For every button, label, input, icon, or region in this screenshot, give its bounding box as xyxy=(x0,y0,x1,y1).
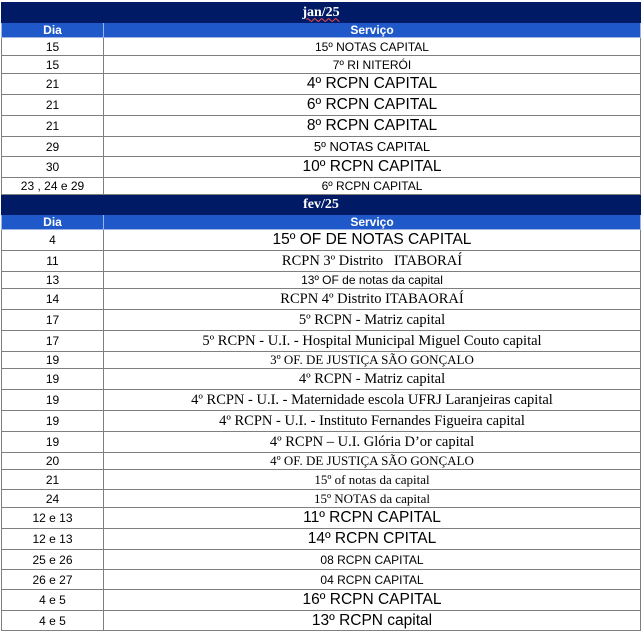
table-row xyxy=(2,529,641,550)
cell-servico: 10º RCPN CAPITAL xyxy=(104,157,641,178)
cell-servico: 6º RCPN CAPITAL xyxy=(104,178,641,195)
table-row xyxy=(2,550,641,570)
cell-dia: 17 xyxy=(2,310,104,331)
schedule-table xyxy=(1,2,641,631)
table-row xyxy=(2,310,641,331)
cell-servico: RCPN 4º Distrito ITABAORAÍ xyxy=(104,289,641,310)
header-servico: Serviço xyxy=(104,23,641,38)
header-servico: Serviço xyxy=(104,215,641,230)
cell-servico: 14º RCPN CPITAL xyxy=(104,529,641,550)
table-row xyxy=(2,251,641,272)
cell-dia: 4 e 5 xyxy=(2,611,104,631)
cell-dia: 29 xyxy=(2,137,104,157)
cell-dia: 4 e 5 xyxy=(2,590,104,611)
cell-servico: 4º RCPN - Matriz capital xyxy=(104,369,641,390)
table-row xyxy=(2,390,641,411)
cell-dia: 11 xyxy=(2,251,104,272)
cell-dia: 14 xyxy=(2,289,104,310)
cell-servico: 15º NOTAS da capital xyxy=(104,490,641,508)
cell-servico: 4º RCPN - U.I. - Maternidade escola UFRJ Laranjeiras capital xyxy=(104,390,641,411)
table-row xyxy=(2,74,641,95)
cell-dia: 19 xyxy=(2,352,104,369)
cell-servico: 15º NOTAS CAPITAL xyxy=(104,38,641,56)
table-row xyxy=(2,590,641,611)
cell-dia: 12 e 13 xyxy=(2,508,104,529)
cell-servico: 16º RCPN CAPITAL xyxy=(104,590,641,611)
cell-servico: 7º RI NITERÓI xyxy=(104,56,641,74)
table-row xyxy=(2,137,641,157)
cell-servico: 8º RCPN CAPITAL xyxy=(104,116,641,137)
column-headers xyxy=(2,215,641,230)
cell-servico: 6º RCPN CAPITAL xyxy=(104,95,641,116)
table-row xyxy=(2,178,641,195)
cell-dia: 21 xyxy=(2,95,104,116)
table-row xyxy=(2,570,641,590)
cell-servico: 04 RCPN CAPITAL xyxy=(104,570,641,590)
table-row xyxy=(2,470,641,490)
cell-dia: 19 xyxy=(2,369,104,390)
cell-servico: 13º RCPN capital xyxy=(104,611,641,631)
cell-servico: RCPN 3º Distrito ITABORAÍ xyxy=(104,251,641,272)
cell-dia: 15 xyxy=(2,38,104,56)
cell-dia: 17 xyxy=(2,331,104,352)
table-row xyxy=(2,230,641,251)
cell-dia: 21 xyxy=(2,74,104,95)
month-header-jan xyxy=(2,3,641,23)
cell-dia: 26 e 27 xyxy=(2,570,104,590)
month-title: jan/25 xyxy=(302,4,340,20)
cell-servico: 5º RCPN - Matriz capital xyxy=(104,310,641,331)
cell-servico: 15º OF DE NOTAS CAPITAL xyxy=(104,230,641,251)
cell-dia: 25 e 26 xyxy=(2,550,104,570)
table-row xyxy=(2,490,641,508)
cell-servico: 3º OF. DE JUSTIÇA SÃO GONÇALO xyxy=(104,352,641,369)
table-row xyxy=(2,289,641,310)
cell-servico: 4º RCPN - U.I. - Instituto Fernandes Figueira capital xyxy=(104,411,641,432)
cell-servico: 4º OF. DE JUSTIÇA SÃO GONÇALO xyxy=(104,453,641,470)
cell-dia: 21 xyxy=(2,470,104,490)
table-row xyxy=(2,331,641,352)
month-header-fev xyxy=(2,195,641,215)
cell-dia: 24 xyxy=(2,490,104,508)
cell-dia: 21 xyxy=(2,116,104,137)
table-row xyxy=(2,38,641,56)
table-row xyxy=(2,432,641,453)
table-row xyxy=(2,95,641,116)
cell-dia: 19 xyxy=(2,432,104,453)
column-headers xyxy=(2,23,641,38)
table-row xyxy=(2,611,641,631)
cell-dia: 30 xyxy=(2,157,104,178)
cell-servico: 5º NOTAS CAPITAL xyxy=(104,137,641,157)
table-row xyxy=(2,56,641,74)
cell-servico: 4º RCPN – U.I. Glória D’or capital xyxy=(104,432,641,453)
cell-dia: 19 xyxy=(2,411,104,432)
table-row xyxy=(2,508,641,529)
table-row xyxy=(2,116,641,137)
table-row xyxy=(2,453,641,470)
cell-dia: 12 e 13 xyxy=(2,529,104,550)
cell-dia: 4 xyxy=(2,230,104,251)
cell-dia: 19 xyxy=(2,390,104,411)
cell-dia: 23 , 24 e 29 xyxy=(2,178,104,195)
cell-dia: 20 xyxy=(2,453,104,470)
cell-servico: 11º RCPN CAPITAL xyxy=(104,508,641,529)
table-row xyxy=(2,352,641,369)
table-row xyxy=(2,272,641,289)
cell-servico: 5º RCPN - U.I. - Hospital Municipal Miguel Couto capital xyxy=(104,331,641,352)
table-row xyxy=(2,157,641,178)
cell-servico: 08 RCPN CAPITAL xyxy=(104,550,641,570)
header-dia: Dia xyxy=(2,215,104,230)
cell-servico: 15º of notas da capital xyxy=(104,470,641,490)
header-dia: Dia xyxy=(2,23,104,38)
cell-servico: 13º OF de notas da capital xyxy=(104,272,641,289)
month-title: fev/25 xyxy=(303,196,339,212)
cell-dia: 13 xyxy=(2,272,104,289)
cell-servico: 4º RCPN CAPITAL xyxy=(104,74,641,95)
table-row xyxy=(2,369,641,390)
cell-dia: 15 xyxy=(2,56,104,74)
table-row xyxy=(2,411,641,432)
